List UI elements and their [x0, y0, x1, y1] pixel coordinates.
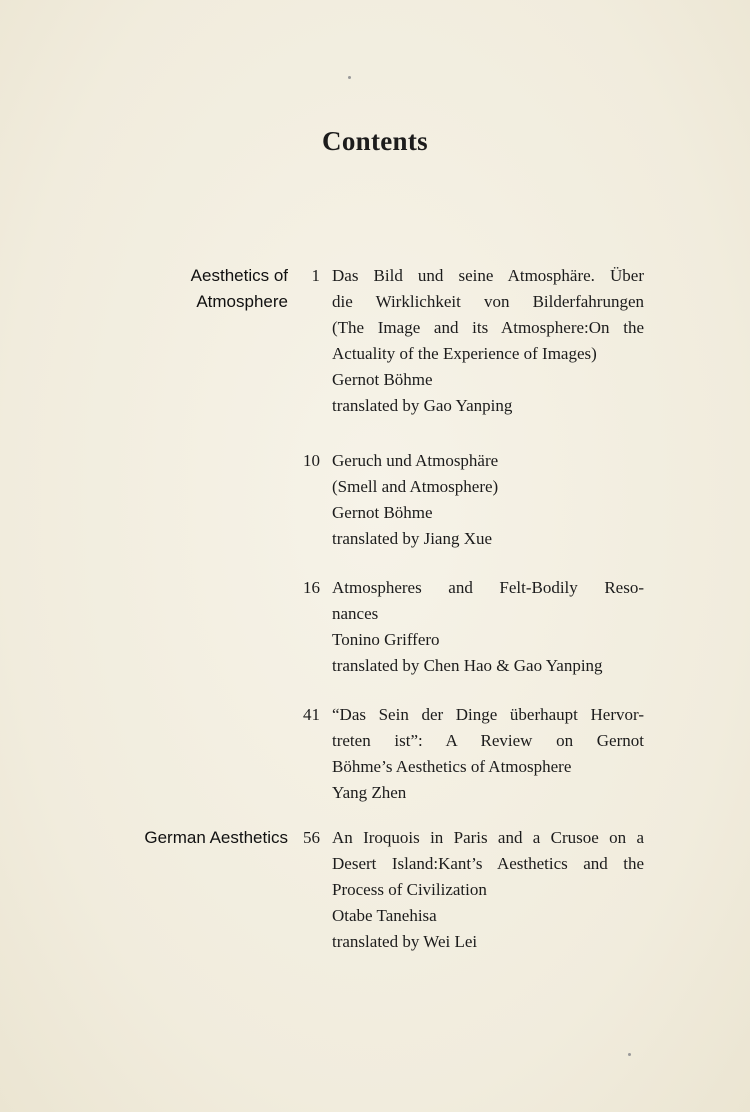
toc-entry-text — [332, 575, 644, 679]
paper-speck — [628, 1053, 631, 1056]
toc-line: Desert Island:Kant’s Aesthetics and the — [332, 854, 644, 873]
section-label-aesthetics-of-atmosphere — [191, 263, 288, 315]
toc-page-number: 41 — [303, 705, 320, 724]
toc-translator: translated by Wei Lei — [332, 932, 478, 951]
toc-translator: translated by Jiang Xue — [332, 529, 493, 548]
toc-author: Yang Zhen — [332, 783, 407, 802]
page-title: Contents — [322, 126, 428, 156]
toc-line: (The Image and its Atmosphere:On the — [332, 318, 644, 337]
toc-line: “Das Sein der Dinge überhaupt Hervor- — [332, 705, 644, 724]
paper-speck — [348, 76, 351, 79]
toc-page-number: 10 — [303, 451, 320, 470]
toc-page-number: 16 — [303, 578, 320, 597]
section-label-line: Aesthetics of — [190, 266, 288, 285]
toc-entry-text — [332, 702, 644, 806]
toc-author: Gernot Böhme — [332, 503, 433, 522]
section-label-line: German Aesthetics — [144, 828, 288, 847]
toc-line: (Smell and Atmosphere) — [332, 477, 499, 496]
section-label-german-aesthetics — [144, 825, 288, 851]
toc-line: treten ist”: A Review on Gernot — [332, 731, 644, 750]
toc-line: Böhme’s Aesthetics of Atmosphere — [332, 757, 572, 776]
toc-author: Otabe Tanehisa — [332, 906, 437, 925]
toc-entry-text — [332, 263, 644, 419]
toc-page-number: 56 — [303, 828, 320, 847]
toc-translator: translated by Chen Hao & Gao Yanping — [332, 656, 603, 675]
toc-line: Das Bild und seine Atmosphäre. Über — [332, 266, 644, 285]
toc-entry-text — [332, 825, 644, 955]
toc-entry-text — [332, 448, 644, 552]
toc-line: Process of Civilization — [332, 880, 487, 899]
toc-line: Actuality of the Experience of Images) — [332, 344, 597, 363]
toc-line: Geruch und Atmosphäre — [332, 451, 499, 470]
toc-page-number: 1 — [311, 266, 320, 285]
section-label-line: Atmosphere — [196, 292, 288, 311]
toc-author: Tonino Griffero — [332, 630, 440, 649]
toc-line: An Iroquois in Paris and a Crusoe on a — [332, 828, 644, 847]
toc-line: Atmospheres and Felt-Bodily Reso- — [332, 578, 644, 597]
toc-translator: translated by Gao Yanping — [332, 396, 513, 415]
toc-author: Gernot Böhme — [332, 370, 433, 389]
toc-line: nances — [332, 604, 379, 623]
toc-line: die Wirklichkeit von Bilderfahrungen — [332, 292, 644, 311]
